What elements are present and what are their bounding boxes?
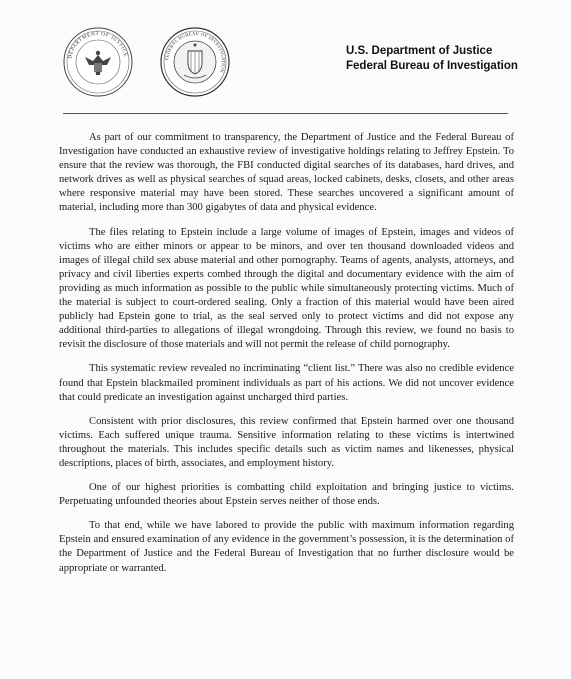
paragraph-conclusion: To that end, while we have labored to provide the public with maximum information regarding Epstein and ensured examination of any evidence in the government’s possession, it is the determination of the Department of Justice and the Federal Bureau of Investigation that no further disclosure would be appropriate or warranted. <box>59 520 514 574</box>
paragraph-victims: Consistent with prior disclosures, this review confirmed that Epstein harmed over one thousand victims. Each suffered unique trauma. Sensitive information relating to these victims is intertwined throughout the materials. This includes specific details such as victim names and likenesses, physical descriptions, places of birth, associates, and employment history. <box>59 415 514 469</box>
header-divider <box>63 113 508 114</box>
paragraph-review-scope: As part of our commitment to transparency, the Department of Justice and the Federal Bureau of Investigation have conducted an exhaustive review of investigative holdings relating to Jeffrey Epstein. To ensure that the review was thorough, the FBI conducted digital searches of its databases, hard drives, and network drives as well as physical searches of squad areas, locked cabinets, desks, closets, and other areas where responsive material may have been stored. These searches uncovered a significant amount of material, including more than 300 gigabytes of data and physical evidence. <box>59 132 514 214</box>
fbi-seal-icon <box>160 27 230 97</box>
doj-seal-text: DEPARTMENT OF JUSTICE <box>67 30 129 60</box>
paragraph-no-client-list: This systematic review revealed no incriminating “client list.” There was also no credible evidence found that Epstein blackmailed prominent individuals as part of his actions. We did not uncover evidence that could predicate an investigation against uncharged third parties. <box>59 363 514 403</box>
agency-line-justice: U.S. Department of Justice <box>346 45 493 57</box>
agency-header <box>346 44 518 74</box>
memo-body <box>59 131 514 586</box>
fbi-seal-text: FEDERAL BUREAU OF INVESTIGATION <box>164 30 227 74</box>
agency-line-fbi: Federal Bureau of Investigation <box>346 60 518 72</box>
paragraph-priorities: One of our highest priorities is combatting child exploitation and bringing justice to victims. Perpetuating unfounded theories about Epstein serves neither of those ends. <box>59 482 514 508</box>
paragraph-files-content: The files relating to Epstein include a large volume of images of Epstein, images and videos of victims who are either minors or appear to be minors, and over ten thousand downloaded videos and images of illegal child sex abuse material and other pornography. Teams of agents, analysts, attorneys, and privacy and civil liberties experts combed through the digital and documentary evidence with the aim of providing as much information as possible to the public while simultaneously protecting victims. Much of the material is subject to court-ordered sealing. Only a fraction of this material would have been aired publicly had Epstein gone to trial, as the seal served only to protect victims and did not expose any additional third-parties to allegations of illegal wrongdoing. Through this review, we found no basis to revisit the disclosure of those materials and will not permit the release of child pornography. <box>59 226 514 351</box>
doj-seal-icon <box>63 27 133 97</box>
